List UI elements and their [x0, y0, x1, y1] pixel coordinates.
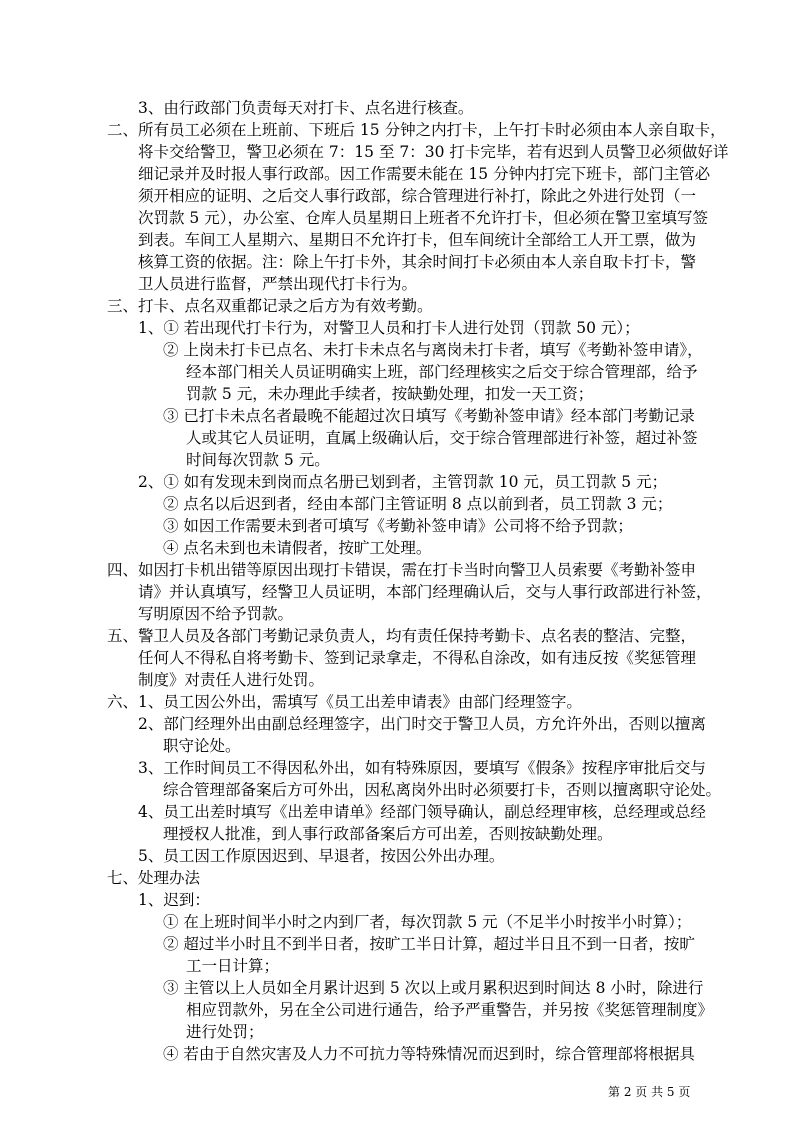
text-line: ② 点名以后迟到者，经由本部门主管证明 8 点以前到者，员工罚款 3 元； — [163, 495, 673, 513]
text-line: 七、处理办法 — [107, 869, 201, 887]
text-line: 须开相应的证明、之后交人事行政部，综合管理进行补打，除此之外进行处罚（一 — [138, 187, 697, 205]
text-line: 2、部门经理外出由副总经理签字，出门时交于警卫人员，方允许外出，否则以擅离 — [138, 715, 706, 733]
text-line: 细记录并及时报人事行政部。因工作需要未能在 15 分钟内打完下班卡，部门主管必 — [138, 165, 711, 183]
text-line: 四、如因打卡机出错等原因出现打卡错误，需在打卡当时向警卫人员索要《考勤补签申 — [107, 561, 697, 579]
text-line: 时间每次罚款 5 元。 — [186, 451, 330, 469]
text-line: 1、① 若出现代打卡行为，对警卫人员和打卡人进行处罚（罚款 50 元）； — [138, 319, 640, 337]
text-line: 进行处罚； — [186, 1023, 264, 1041]
text-line: 核算工资的依据。注：除上午打卡外，其余时间打卡必须由本人亲自取卡打卡，警 — [138, 253, 697, 271]
text-line: 写明原因不给予罚款。 — [138, 605, 294, 623]
text-line: 综合管理部备案后方可外出，因私离岗外出时必须要打卡，否则以擅离职守论处。 — [163, 781, 722, 799]
text-line: ③ 如因工作需要未到者可填写《考勤补签申请》公司将不给予罚款； — [163, 517, 633, 535]
text-line: 到表。车间工人星期六、星期日不允许打卡，但车间统计全部给工人开工票，做为 — [138, 231, 697, 249]
text-line: 三、打卡、点名双重都记录之后方为有效考勤。 — [107, 297, 433, 315]
text-line: ① 在上班时间半小时之内到厂者，每次罚款 5 元（不足半小时按半小时算）； — [163, 913, 692, 931]
text-line: 人或其它人员证明，直属上级确认后，交于综合管理部进行补签，超过补签 — [186, 429, 698, 447]
page-number-footer: 第 2 页 共 5 页 — [608, 1085, 691, 1099]
text-line: 工一日计算； — [186, 957, 280, 975]
text-line: 六、1、员工因公外出，需填写《员工出差申请表》由部门经理签字。 — [107, 693, 582, 711]
text-line: 5、员工因工作原因迟到、早退者，按因公外出办理。 — [138, 847, 505, 865]
text-line: 2、① 如有发现未到岗而点名册已划到者，主管罚款 10 元，员工罚款 5 元； — [138, 473, 668, 491]
text-line: 经本部门相关人员证明确实上班，部门经理核实之后交于综合管理部，给予 — [186, 363, 698, 381]
text-line: 请》并认真填写，经警卫人员证明，本部门经理确认后，交与人事行政部进行补签， — [138, 583, 712, 601]
text-line: 理授权人批准，到人事行政部备案后方可出差，否则按缺勤处理。 — [163, 825, 613, 843]
text-line: 任何人不得私自将考勤卡、签到记录拿走，不得私自涂改，如有违反按《奖惩管理 — [138, 649, 697, 667]
text-line: 4、员工出差时填写《出差申请单》经部门领导确认，副总经理审核，总经理或总经 — [138, 803, 706, 821]
text-line: 制度》对责任人进行处罚。 — [138, 671, 325, 689]
text-line: 3、由行政部门负责每天对打卡、点名进行核查。 — [138, 99, 474, 117]
text-line: 二、所有员工必须在上班前、下班后 15 分钟之内打卡，上午打卡时必须由本人亲自取卡， — [107, 121, 726, 139]
text-line: 1、迟到： — [138, 891, 210, 909]
text-line: ③ 主管以上人员如全月累计迟到 5 次以上或月累积迟到时间达 8 小时，除进行 — [163, 979, 704, 997]
text-line: 职守论处。 — [163, 737, 241, 755]
text-line: ③ 已打卡未点名者最晚不能超过次日填写《考勤补签申请》经本部门考勤记录 — [163, 407, 695, 425]
text-line: 3、工作时间员工不得因私外出，如有特殊原因，要填写《假条》按程序审批后交与 — [138, 759, 706, 777]
text-line: 五、警卫人员及各部门考勤记录负责人，均有责任保持考勤卡、点名表的整洁、完整， — [107, 627, 697, 645]
text-line: 将卡交给警卫，警卫必须在 7：15 至 7：30 打卡完毕，若有迟到人员警卫必须做好详 — [138, 143, 729, 161]
text-line: ② 上岗未打卡已点名、未打卡未点名与离岗未打卡者，填写《考勤补签申请》， — [163, 341, 703, 359]
text-line: 卫人员进行监督，严禁出现代打卡行为。 — [138, 275, 418, 293]
text-line: ④ 若由于自然灾害及人力不可抗力等特殊情况而迟到时，综合管理部将根据具 — [163, 1045, 695, 1063]
text-line: 次罚款 5 元），办公室、仓库人员星期日上班者不允许打卡，但必须在警卫室填写签 — [138, 209, 708, 227]
text-line: ④ 点名未到也未请假者，按旷工处理。 — [163, 539, 432, 557]
text-line: ② 超过半小时且不到半日者，按旷工半日计算，超过半日且不到一日者，按旷 — [163, 935, 695, 953]
text-line: 罚款 5 元，未办理此手续者，按缺勤处理，扣发一天工资； — [186, 385, 594, 403]
text-line: 相应罚款外，另在全公司进行通告，给予严重警告，并另按《奖惩管理制度》 — [186, 1001, 714, 1019]
